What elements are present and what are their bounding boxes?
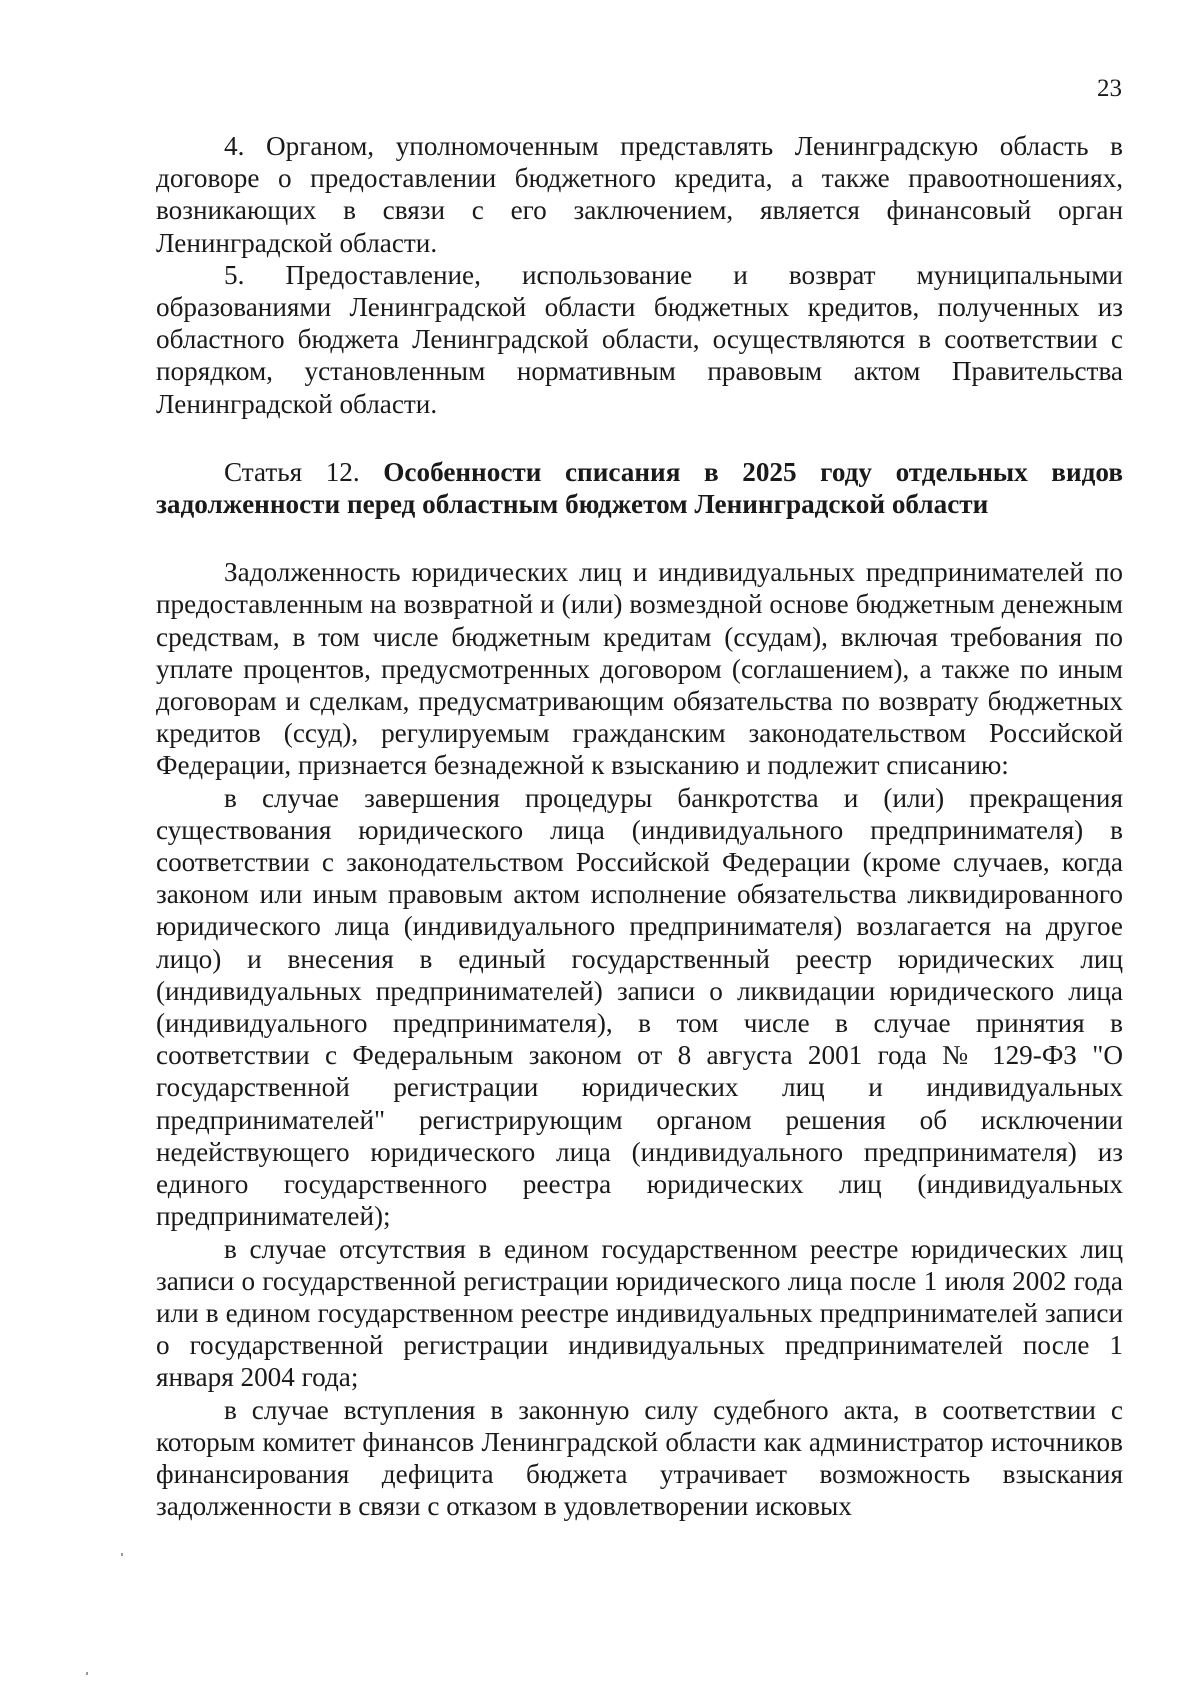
paragraph-item-4: 4. Органом, уполномоченным представлять Ленинградскую область в договоре о предоставлении бюджетного кредита, а также правоотношениях, возникающих в связи с его заключением, является финансовый орган Ленинградской области.	[156, 131, 1123, 258]
article-heading	[156, 456, 1123, 520]
article-paragraph-intro: Задолженность юридических лиц и индивидуальных предпринимателей по предоставленным на возвратной и (или) возмездной основе бюджетным денежным средствам, в том числе бюджетным кредитам (ссудам), включая требования по уплате процентов, предусмотренных договором (соглашением), а также по иным договорам и сделкам, предусматривающим обязательства по возврату бюджетных кредитов (ссуд), регулируемым гражданским законодательством Российской Федерации, признается безнадежной к взысканию и подлежит списанию:	[156, 557, 1123, 781]
article-paragraph-court: в случае вступления в законную силу судебного акта, в соответствии с которым комитет финансов Ленинградской области как администратор источников финансирования дефицита бюджета утрачивает возможность взыскания задолженности в связи с отказом в удовлетворении исковых	[156, 1394, 1123, 1522]
paragraph-item-5: 5. Предоставление, использование и возврат муниципальными образованиями Ленинградской области бюджетных кредитов, полученных из областного бюджета Ленинградской области, осуществляются в соответствии с порядком, установленным нормативным правовым актом Правительства Ленинградской области.	[156, 259, 1123, 419]
article-title: Особенности списания в 2025 году отдельных видов задолженности перед областным бюджетом Ленинградской области	[156, 456, 1124, 520]
article-paragraph-registry: в случае отсутствия в едином государственном реестре юридических лиц записи о государственной регистрации юридического лица после 1 июля 2002 года или в едином государственном реестре индивидуальных предпринимателей записи о государственной регистрации индивидуальных предпринимателей после 1 января 2004 года;	[156, 1233, 1123, 1393]
scan-speck	[121, 1553, 123, 1556]
page-number: 23	[1097, 75, 1122, 102]
scan-speck	[86, 1672, 88, 1675]
article-paragraph-bankruptcy: в случае завершения процедуры банкротства и (или) прекращения существования юридического лица (индивидуального предпринимателя) в соответствии с законодательством Российской Федерации (кроме случаев, когда законом или иным правовым актом исполнение обязательства ликвидированного юридического лица (индивидуального предпринимателя) возлагается на другое лицо) и внесения в единый государственный реестр юридических лиц (индивидуальных предпринимателей) записи о ликвидации юридического лица (индивидуального предпринимателя), в том числе в случае принятия в соответствии с Федеральным законом от 8 августа 2001 года № 129-ФЗ "О государственной регистрации юридических лиц и индивидуальных предпринимателей" регистрирующим органом решения об исключении недействующего юридического лица (индивидуального предпринимателя) из единого государственного реестра юридических лиц (индивидуальных предпринимателей);	[156, 782, 1123, 1232]
article-label: Статья 12.	[224, 456, 360, 487]
document-body	[156, 130, 1123, 1522]
